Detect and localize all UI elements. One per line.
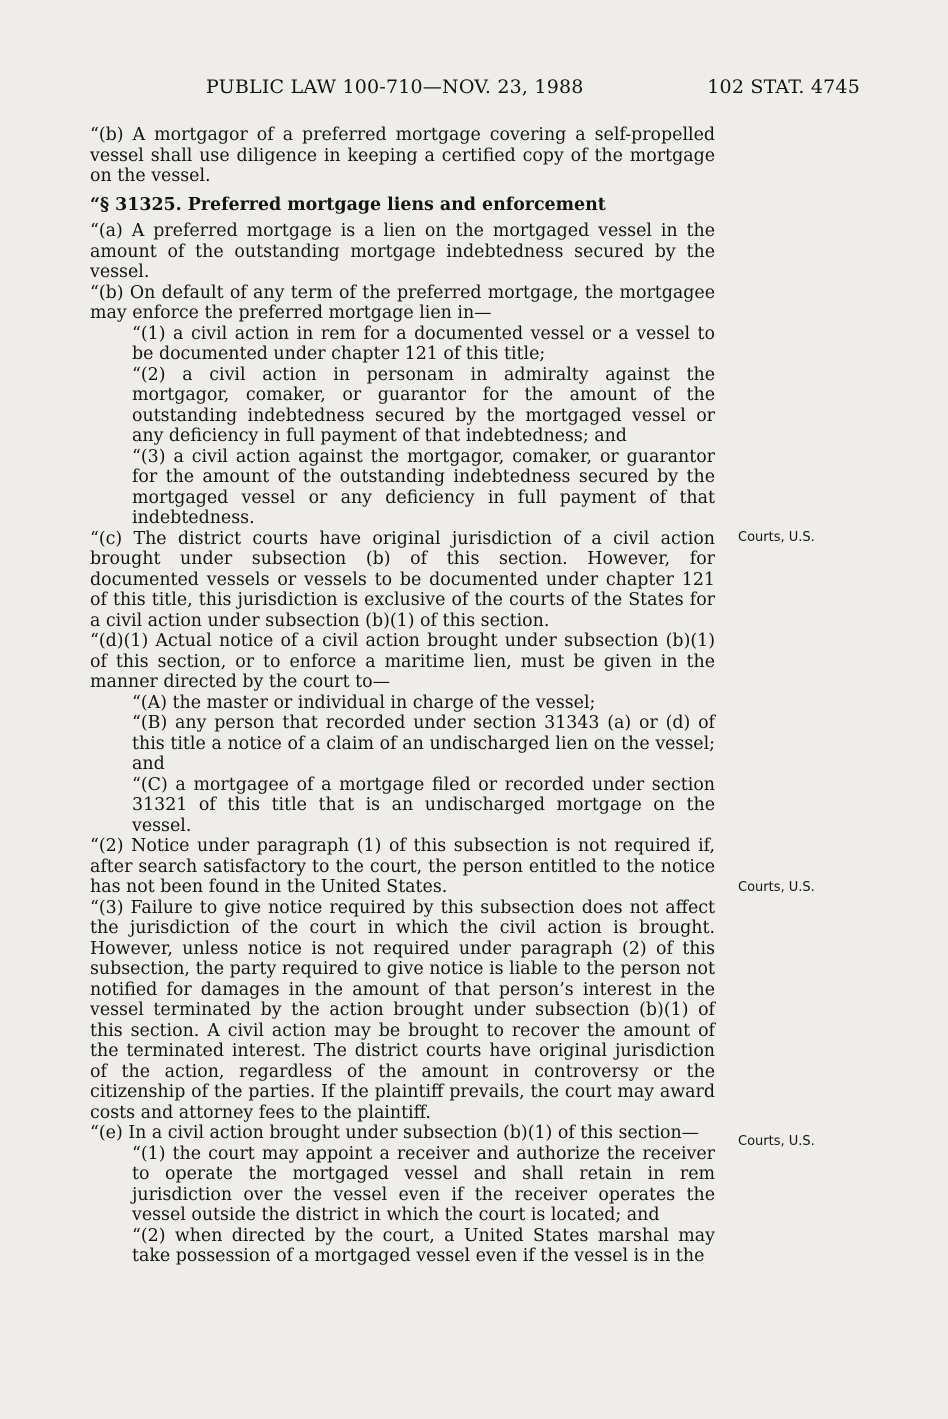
paragraph-e: “(e) In a civil action brought under subsection (b)(1) of this section— — [90, 1123, 700, 1143]
paragraph-e1: “(1) the court may appoint a receiver and authorize the receiver to operate the mortgaged vessel and shall retain in rem jurisdiction over the vessel even if the receiver operates the vessel outside the district in which the court is located; and — [132, 1143, 715, 1225]
paragraph-dA: “(A) the master or individual in charge of the vessel; — [132, 692, 596, 713]
paragraph-b2: “(2) a civil action in personam in admiralty against the mortgagor, comaker, or guarantor for the amount of the outstanding indebtedness secured by the mortgaged vessel or any deficiency in full payment of that indebtedness; and — [132, 364, 715, 446]
paragraph-b: “(b) On default of any term of the preferred mortgage, the mortgagee may enforce the preferred mortgage lien in— — [90, 282, 715, 323]
paragraph-d1: “(d)(1) Actual notice of a civil action brought under subsection (b)(1) of this section, or to enforce a maritime lien, must be given in the manner directed by the court to— — [90, 631, 715, 692]
body-text — [90, 125, 715, 1267]
paragraph-dB: “(B) any person that recorded under section 31343 (a) or (d) of this title a notice of a claim of an undischarged lien on the vessel; and — [132, 713, 715, 774]
page-header — [90, 76, 860, 104]
margin-note: Courts, U.S. — [738, 530, 815, 545]
paragraph-dC: “(C) a mortgagee of a mortgage filed or recorded under section 31321 of this title that is an undischarged mortgage on the vessel. — [132, 774, 715, 836]
paragraph-c: “(c) The district courts have original jurisdiction of a civil action brought under subsection (b) of this section. However, for documented vessels or vessels to be documented under chapter 121 of this title, this jurisdiction is exclusive of the courts of the States for a civil action under subsection (b)(1) of this section. — [90, 528, 715, 631]
section-heading: “§ 31325. Preferred mortgage liens and enforcement — [90, 194, 606, 215]
paragraph-d2: “(2) Notice under paragraph (1) of this subsection is not required if, after search satisfactory to the court, the person entitled to the notice has not been found in the United States. — [90, 836, 715, 897]
header-title: PUBLIC LAW 100-710—NOV. 23, 1988 — [206, 76, 584, 98]
margin-note: Courts, U.S. — [738, 1134, 815, 1149]
paragraph-a: “(a) A preferred mortgage is a lien on the mortgaged vessel in the amount of the outstanding mortgage indebtedness secured by the vessel. — [90, 221, 715, 282]
header-stat-citation: 102 STAT. 4745 — [707, 76, 860, 98]
paragraph-b1: “(1) a civil action in rem for a documented vessel or a vessel to be documented under chapter 121 of this title; — [132, 323, 715, 364]
paragraph-b3: “(3) a civil action against the mortgagor, comaker, or guarantor for the amount of the outstanding indebtedness secured by the mortgaged vessel or any deficiency in full payment of that indebtedness. — [132, 446, 715, 528]
paragraph-b-mortgagor: “(b) A mortgagor of a preferred mortgage covering a self-propelled vessel shall use diligence in keeping a certified copy of the mortgage on the vessel. — [90, 125, 715, 186]
paragraph-e2: “(2) when directed by the court, a United States marshal may take possession of a mortgaged vessel even if the vessel is in the — [132, 1225, 715, 1266]
paragraph-d3: “(3) Failure to give notice required by this subsection does not affect the jurisdiction of the court in which the civil action is brought. However, unless notice is not required under paragraph (2) of this subsection, the party required to give notice is liable to the person not notified for damages in the amount of that person’s interest in the vessel terminated by the action brought under subsection (b)(1) of this section. A civil action may be brought to recover the amount of the terminated interest. The district courts have original jurisdiction of the action, regardless of the amount in controversy or the citizenship of the parties. If the plaintiff prevails, the court may award costs and attorney fees to the plaintiff. — [90, 897, 715, 1123]
margin-note: Courts, U.S. — [738, 880, 815, 895]
